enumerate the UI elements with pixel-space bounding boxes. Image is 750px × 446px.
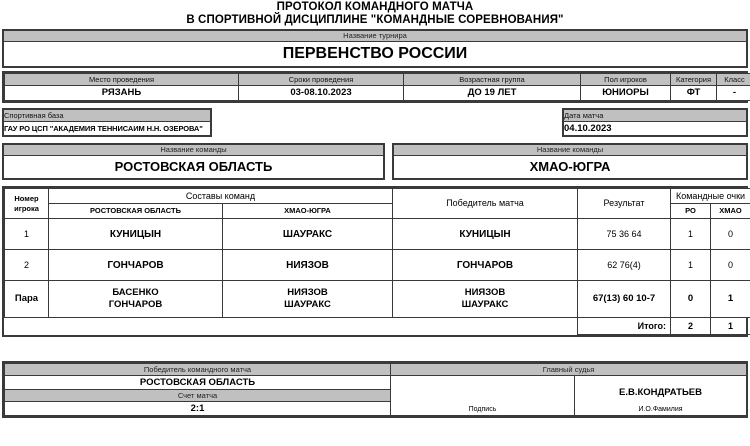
total-spacer-winner (393, 318, 578, 335)
sports-base-block (2, 108, 212, 137)
row-1-number: 1 (5, 219, 49, 250)
header-player-number (5, 189, 49, 219)
doubles-away-player-2: ШАУРАКС (284, 299, 331, 310)
away-team-name: ХМАО-ЮГРА (529, 159, 611, 174)
total-points-away: 1 (711, 318, 750, 335)
footer-score-label: Счет матча (5, 390, 391, 402)
signature-label: Подпись (468, 406, 497, 413)
doubles-winner-2: ШАУРАКС (461, 299, 509, 310)
doubles-home-player-2: ГОНЧАРОВ (108, 299, 163, 310)
home-team-label: Название команды (4, 145, 383, 156)
info-value-age-group: ДО 19 ЛЕТ (404, 86, 581, 101)
event-info-table (2, 71, 748, 103)
tournament-block (2, 29, 748, 68)
document-title-line-2: В СПОРТИВНОЙ ДИСЦИПЛИНЕ "КОМАНДНЫЕ СОРЕВНОВАНИЯ" (186, 14, 564, 26)
row-1-home-player: КУНИЦЫН (49, 219, 223, 250)
row-1-result: 75 36 64 (578, 219, 671, 250)
tournament-label: Название турнира (4, 31, 746, 42)
results-total-row (5, 318, 750, 335)
referee-name-hint: И.О.Фамилия (638, 406, 683, 413)
referee-name: Е.В.КОНДРАТЬЕВ (619, 387, 703, 398)
row-2-points-away: 0 (711, 250, 750, 281)
header-lineup-away: ХМАО-ЮГРА (223, 204, 393, 219)
row-1-points-away: 0 (711, 219, 750, 250)
doubles-row-points-home: 0 (671, 281, 711, 318)
info-value-venue: РЯЗАНЬ (5, 86, 239, 101)
match-date-block (562, 108, 748, 137)
sports-base-label: Спортивная база (4, 110, 210, 122)
info-value-class: - (717, 86, 750, 101)
signature-cell (391, 376, 575, 416)
doubles-row-number: Пара (5, 281, 49, 318)
header-points-away: ХМАО (711, 204, 750, 219)
team-names-row (0, 143, 750, 179)
total-label: Итого: (578, 318, 671, 335)
row-2-winner: ГОНЧАРОВ (393, 250, 578, 281)
doubles-row-result: 67(13) 60 10-7 (578, 281, 671, 318)
results-header-row-1 (5, 189, 750, 204)
footer-score-value: 2:1 (5, 402, 391, 416)
header-team-points: Командные очки (671, 189, 750, 204)
header-player-number-line1: Номер (14, 193, 39, 203)
info-header-gender: Пол игроков (581, 74, 671, 86)
total-points-home: 2 (671, 318, 711, 335)
event-info-value-row (5, 86, 750, 101)
info-header-class: Класс (717, 74, 750, 86)
row-2-home-player: ГОНЧАРОВ (49, 250, 223, 281)
row-1-points-home: 1 (671, 219, 711, 250)
info-header-age-group: Возрастная группа (404, 74, 581, 86)
header-player-number-line2: игрока (14, 203, 39, 213)
info-header-dates: Сроки проведения (239, 74, 404, 86)
document-title-line-1: ПРОТОКОЛ КОМАНДНОГО МАТЧА (276, 1, 474, 13)
away-team-block (392, 143, 748, 180)
row-2-points-home: 1 (671, 250, 711, 281)
header-lineup-home: РОСТОВСКАЯ ОБЛАСТЬ (49, 204, 223, 219)
row-1-winner: КУНИЦЫН (393, 219, 578, 250)
match-results-table (2, 186, 748, 337)
row-2-number: 2 (5, 250, 49, 281)
info-header-category: Категория (671, 74, 717, 86)
doubles-winner-1: НИЯЗОВ (464, 287, 506, 298)
info-header-venue: Место проведения (5, 74, 239, 86)
match-date-label: Дата матча (564, 110, 746, 122)
header-result: Результат (578, 189, 671, 219)
row-2-result: 62 76(4) (578, 250, 671, 281)
footer-referee-label: Главный судья (391, 364, 747, 376)
tournament-name: ПЕРВЕНСТВО РОССИИ (4, 42, 746, 66)
home-team-name: РОСТОВСКАЯ ОБЛАСТЬ (114, 159, 273, 174)
away-team-label: Название команды (394, 145, 746, 156)
home-team-block (2, 143, 385, 180)
footer-row-1 (5, 364, 747, 376)
info-value-gender: ЮНИОРЫ (581, 86, 671, 101)
row-2-away-player: НИЯЗОВ (223, 250, 393, 281)
doubles-row-points-away: 1 (711, 281, 750, 318)
total-spacer-home (49, 318, 223, 335)
table-row (5, 219, 750, 250)
row-1-away-player: ШАУРАКС (223, 219, 393, 250)
doubles-away-player-1: НИЯЗОВ (287, 287, 328, 298)
footer-winner-value: РОСТОВСКАЯ ОБЛАСТЬ (5, 376, 391, 390)
header-match-winner: Победитель матча (393, 189, 578, 219)
sports-base-value: ГАУ РО ЦСП "АКАДЕМИЯ ТЕННИСАИМ Н.Н. ОЗЕРОВА" (4, 122, 210, 135)
footer-row-2 (5, 376, 747, 390)
doubles-row-away-players (223, 281, 393, 318)
table-row (5, 250, 750, 281)
info-value-dates: 03-08.10.2023 (239, 86, 404, 101)
doubles-row-winner (393, 281, 578, 318)
venue-date-row (0, 108, 750, 138)
match-date-value: 04.10.2023 (564, 122, 746, 135)
total-spacer-number (5, 318, 49, 335)
referee-name-cell (575, 376, 747, 416)
header-lineups: Составы команд (49, 189, 393, 204)
table-row (5, 281, 750, 318)
info-value-category: ФТ (671, 86, 717, 101)
header-points-home: РО (671, 204, 711, 219)
footer-table (2, 361, 748, 418)
doubles-row-home-players (49, 281, 223, 318)
event-info-header-row (5, 74, 750, 86)
total-spacer-away (223, 318, 393, 335)
footer-winner-label: Победитель командного матча (5, 364, 391, 376)
doubles-home-player-1: БАСЕНКО (112, 287, 159, 298)
